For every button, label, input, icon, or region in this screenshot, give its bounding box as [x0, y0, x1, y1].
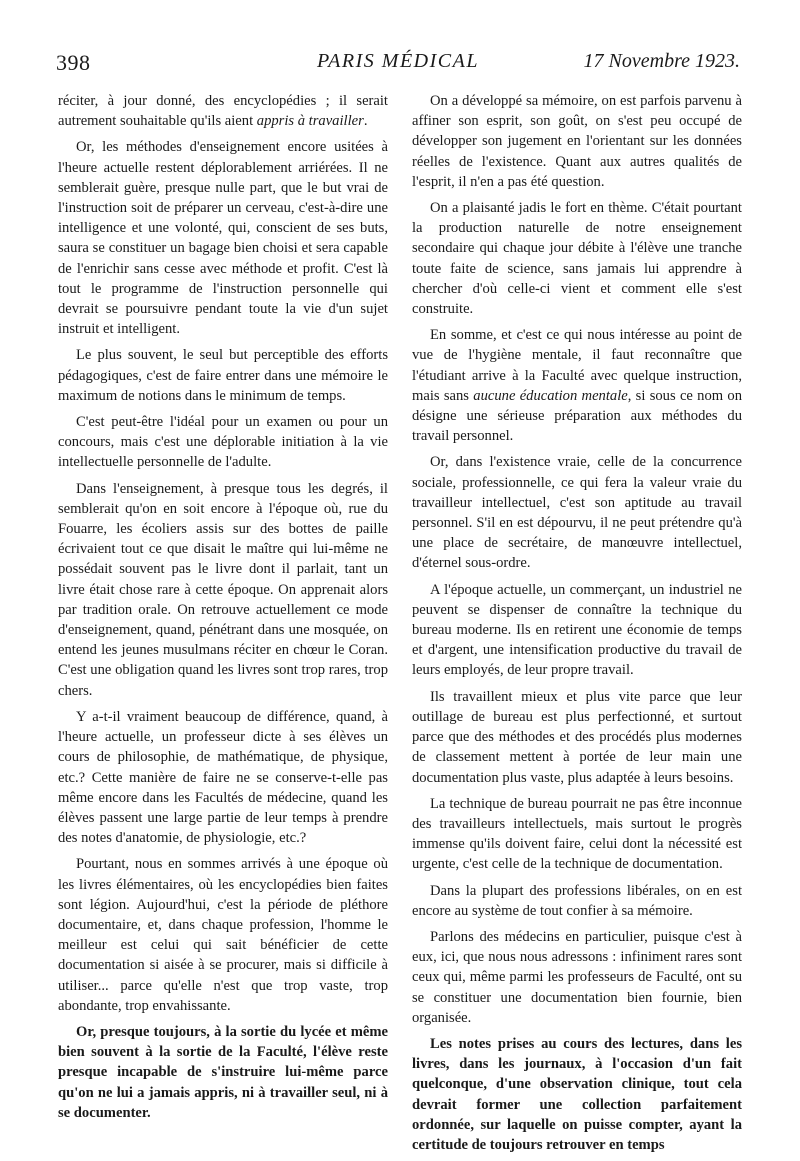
paragraph [412, 91, 742, 192]
text-segment: Dans l'enseignement, à presque tous les degrés, il semblerait qu'on en soit encore à l'époque où, rue du Fouarre, les écoliers assis sur des bottes de paille écrivaient tout ce que disait le maître qui lui-même ne possédait souvent pas le livre dont il parlait, tant un livre était chose rare à cette époque. On apprenait alors par tradition orale. On retrouve actuellement ce mode d'enseignement, quand, pénétrant dans une mosquée, on entend les jeunes musulmans réciter en chœur le Coran. C'est une obligation quand les livres sont trop rares, trop chers. [58, 480, 388, 699]
text-segment: Y a-t-il vraiment beaucoup de différence, quand, à l'heure actuelle, un professeur dicte à ses élèves un cours de philosophie, de mathématique, de physique, etc.? Cette manière de faire ne se conserve-t-elle pas même encore dans les Facultés de médecine, quand les élèves passent une large partie de leur temps à prendre des notes d'anatomie, de physiologie, etc.? [58, 708, 388, 847]
text-segment: réciter, à jour donné, des encyclopédies ; il serait autrement souhaitable qu'ils aient [58, 93, 388, 130]
running-title: PARIS MÉDICAL [317, 50, 479, 72]
text-segment: On a développé sa mémoire, on est parfois parvenu à affiner son esprit, son goût, on s'est peu occupé de développer son jugement en l'orientant sur les données réelles de l'existence. Quant aux autres qualités de l'esprit, il n'en a pas été question. [412, 93, 742, 190]
paragraph [412, 687, 742, 788]
left-column [58, 91, 388, 1129]
paragraph [58, 1022, 388, 1123]
text-segment: , si sous ce nom on désigne une sérieuse préparation aux méthodes du travail personnel. [412, 387, 743, 445]
paragraph [58, 137, 388, 339]
text-segment: Ils travaillent mieux et plus vite parce que leur outillage de bureau est plus perfectionné, et surtout parce que des méthodes et des procédés plus modernes de classement mettent à portée de leur main une documentation plus vaste, plus adaptée à leurs besoins. [412, 688, 742, 786]
paragraph [412, 452, 742, 573]
italic-segment: appris à travailler [256, 113, 364, 130]
text-segment: A l'époque actuelle, un commerçant, un industriel ne peuvent se dispenser de connaître la technique du bureau moderne. Ils en retirent une économie de temps et d'argent, une intensification productive du travail de leurs employés, de leur propre travail. [412, 581, 742, 679]
text-segment: La technique de bureau pourrait ne pas être inconnue des travailleurs intellectuels, mais surtout le progrès immense qu'ils doivent faire, celui dont la nécessité est urgente, c'est celle de la technique de documentation. [412, 795, 742, 873]
paragraph [58, 479, 388, 701]
text-segment: Dans la plupart des professions libérales, on en est encore au système de tout confier à sa mémoire. [412, 882, 742, 919]
text-segment: Le plus souvent, le seul but perceptible des efforts pédagogiques, c'est de faire entrer dans une mémoire le maximum de notions dans le minimum de temps. [58, 347, 388, 404]
italic-segment: aucune éducation mentale [473, 387, 628, 404]
text-segment: Pourtant, nous en sommes arrivés à une époque où les livres élémentaires, où les encyclopédies bien faites sont légion. Aujourd'hui, c'est la période de pléthore documentaire, et, dans chaque profession, l'homme le meilleur est celui qui sait bénéficier de cette documentation si aisée à se procurer, mais si difficile à utiliser... parce qu'elle n'est que trop vaste, trop abondante, trop envahissante. [58, 856, 388, 1014]
text-segment: . [363, 113, 368, 130]
text-segment: En somme, et c'est ce qui nous intéresse au point de vue de l'hygiène mentale, il faut reconnaître que l'étudiant arrive à la Faculté avec quelque instruction, mais sans [412, 327, 742, 404]
paragraph [412, 198, 742, 319]
paragraph [412, 881, 742, 921]
right-column [412, 91, 742, 1161]
paragraph [58, 412, 388, 473]
page-number: 398 [56, 50, 91, 75]
paragraph [412, 580, 742, 681]
paragraph [58, 707, 388, 848]
issue-date: 17 Novembre 1923. [583, 50, 740, 72]
paragraph [58, 345, 388, 406]
paragraph [58, 91, 388, 131]
paragraph [412, 794, 742, 875]
paragraph [412, 927, 742, 1028]
text-segment: Parlons des médecins en particulier, puisque c'est à eux, ici, que nous nous adressons : infiniment rares sont ceux qui, même parmi les professeurs de Faculté, ont su se constituer une documentation bien fournie, bien organisée. [412, 928, 742, 1026]
text-segment: Or, dans l'existence vraie, celle de la concurrence sociale, professionnelle, ce qui fera la valeur vraie du travailleur intellectuel, c'est son aptitude au travail personnel. S'il en est dépourvu, il ne peut prétendre qu'à une place de secrétaire, de manœuvre intellectuel, d'éternel sous-ordre. [412, 454, 742, 572]
paragraph [412, 325, 742, 446]
text-segment: On a plaisanté jadis le fort en thème. C'était pourtant la production naturelle de notre enseignement secondaire qui chaque jour débite à l'élève une tranche toute faite de science, sans jamais lui apprendre à chercher d'où celle-ci vient et comment elle s'est construite. [412, 200, 742, 318]
paragraph [58, 854, 388, 1016]
text-segment: C'est peut-être l'idéal pour un examen ou pour un concours, mais c'est une déplorable initiation à la vie intellectuelle personnelle de l'adulte. [58, 414, 388, 471]
text-segment: Or, les méthodes d'enseignement encore usitées à l'heure actuelle restent déplorablement arriérées. Il ne semblerait guère, presque nulle part, que le but vrai de l'instruction soit de préparer un cerveau, c'est-à-dire une intelligence et une volonté, qui, conscient de ses buts, saura se constituer un bagage bien choisi et sera capable de l'enrichir sans cesse avec méthode et profit. C'est là tout le programme de l'instruction personnelle qui devrait se poursuivre pendant toute la vie d'un sujet instruit et intelligent. [58, 139, 388, 338]
paragraph [412, 1034, 742, 1155]
text-segment: Les notes prises au cours des lectures, dans les livres, dans les journaux, à l'occasion d'un fait quelconque, d'une observation clinique, tout cela devrait former une collection parfaitement ordonnée, sur laquelle on puisse compter, ayant la certitude de toujours retrouver en temps [412, 1035, 742, 1153]
text-segment: Or, presque toujours, à la sortie du lycée et même bien souvent à la sortie de la Faculté, l'élève reste presque incapable de s'instruire lui-même parce qu'on ne lui a jamais appris, ni à travailler seul, ni à se documenter. [58, 1023, 388, 1121]
page-header [56, 48, 740, 80]
